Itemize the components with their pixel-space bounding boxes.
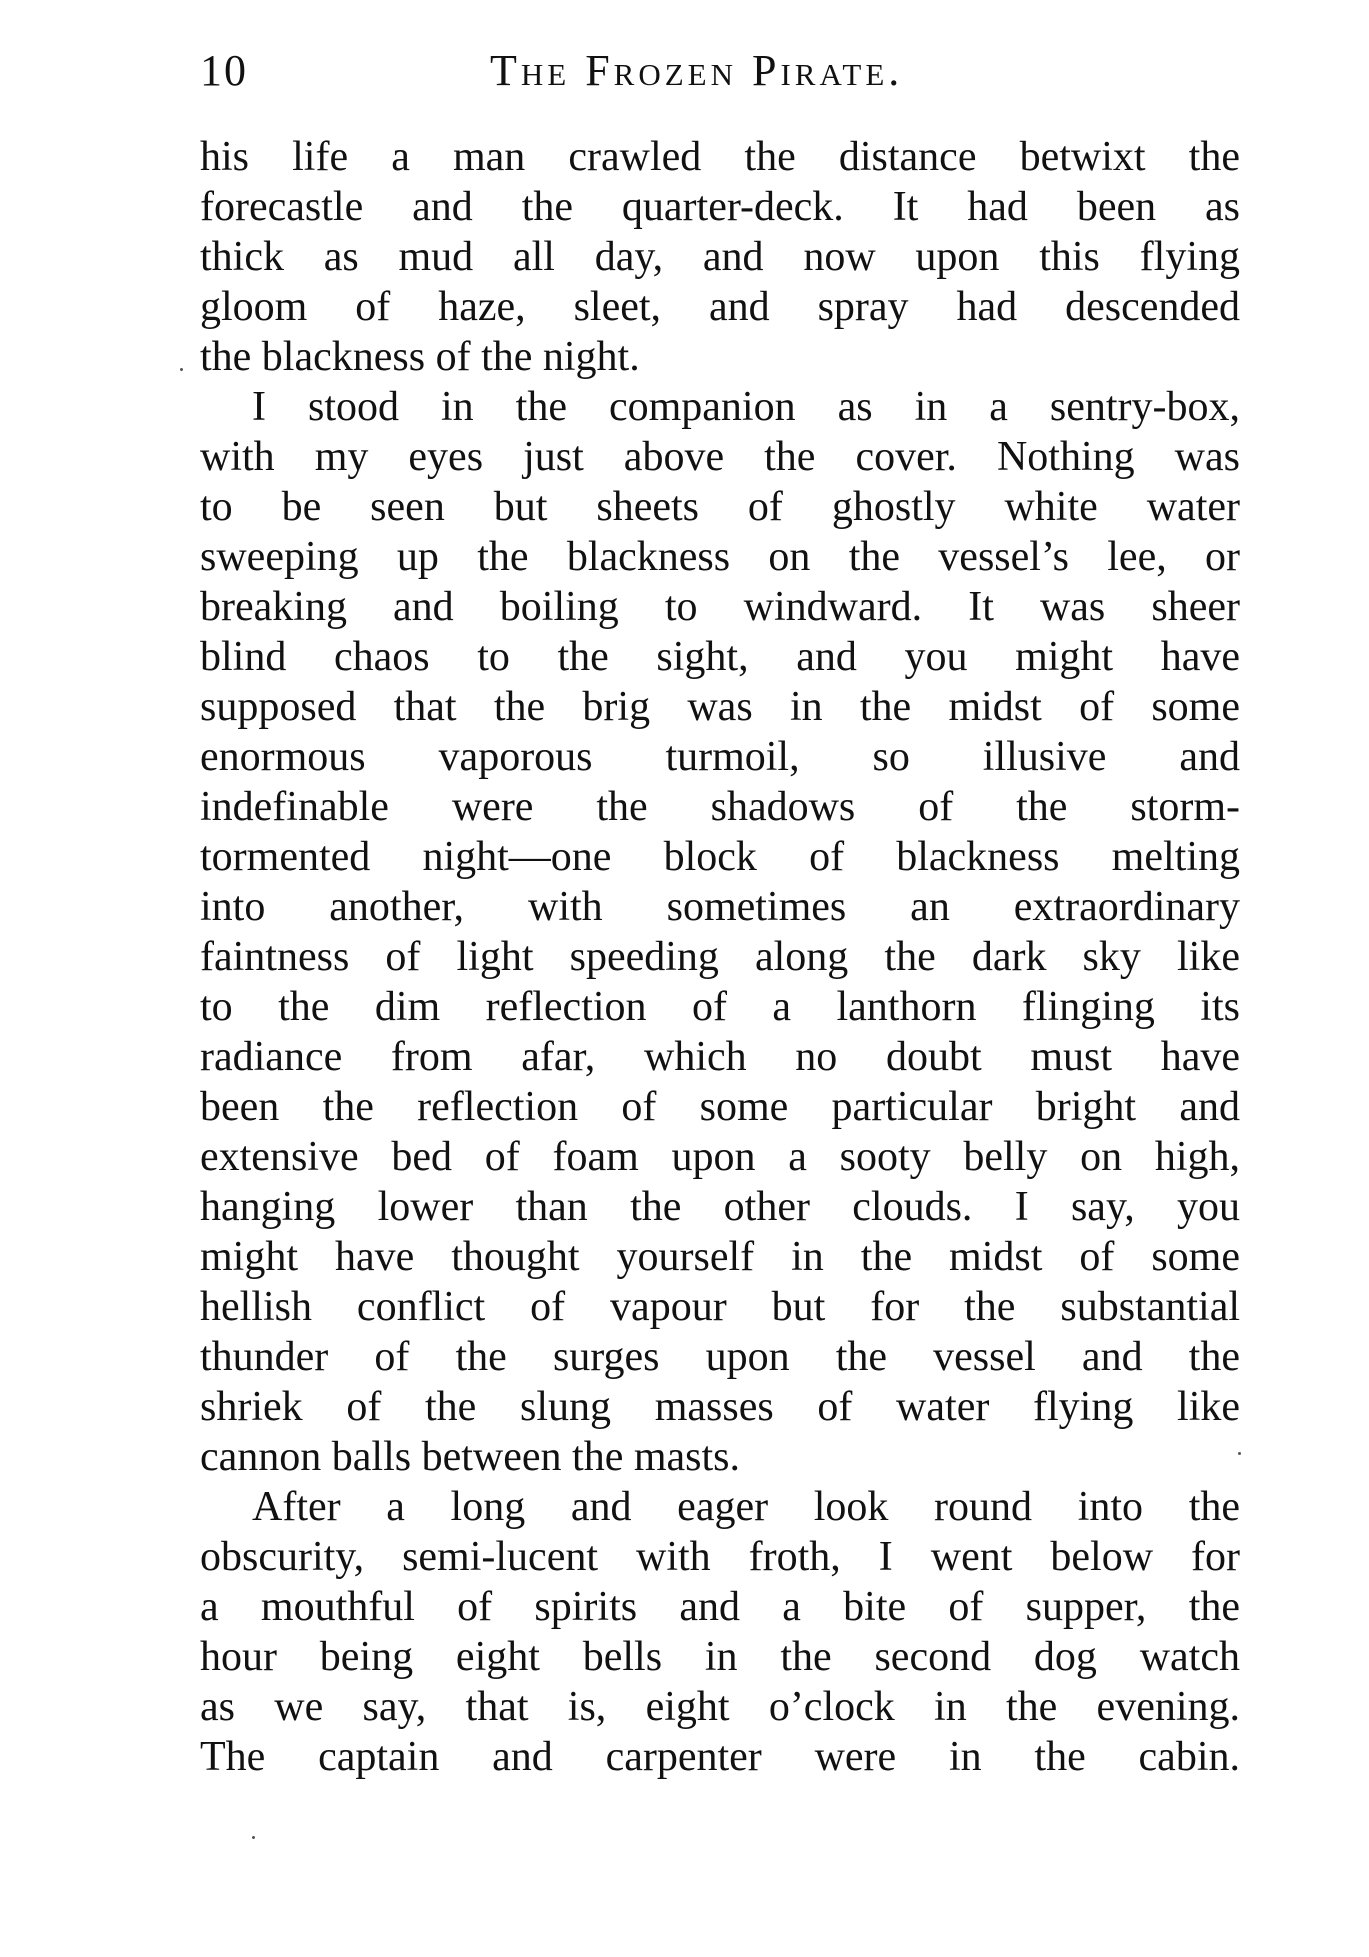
text-line: indefinable were the shadows of the storm- [200, 784, 1240, 830]
running-title: The Frozen Pirate. [490, 46, 904, 95]
page-number: 10 [200, 46, 248, 95]
text-line: hour being eight bells in the second dog watch [200, 1634, 1240, 1680]
text-line: with my eyes just above the cover. Nothing was [200, 434, 1240, 480]
page-header [200, 36, 1240, 106]
text-line: as we say, that is, eight o’clock in the evening. [200, 1684, 1240, 1730]
text-line: tormented night—one block of blackness melting [200, 834, 1240, 880]
text-line: might have thought yourself in the midst of some [200, 1234, 1240, 1280]
text-line: a mouthful of spirits and a bite of supper, the [200, 1584, 1240, 1630]
text-line: shriek of the slung masses of water flying like [200, 1384, 1240, 1430]
text-line: hellish conflict of vapour but for the substantial [200, 1284, 1240, 1330]
text-line: After a long and eager look round into the [252, 1484, 1240, 1530]
text-line: faintness of light speeding along the dark sky like [200, 934, 1240, 980]
text-line: I stood in the companion as in a sentry-box, [252, 384, 1240, 430]
paper-speck [1238, 1452, 1241, 1455]
text-line: cannon balls between the masts. [200, 1434, 741, 1480]
text-line: obscurity, semi-lucent with froth, I went below for [200, 1534, 1240, 1580]
text-line: to the dim reflection of a lanthorn flinging its [200, 984, 1240, 1030]
paper-speck [180, 368, 183, 371]
text-line: supposed that the brig was in the midst of some [200, 684, 1240, 730]
text-line: sweeping up the blackness on the vessel’s lee, or [200, 534, 1240, 580]
text-line: radiance from afar, which no doubt must have [200, 1034, 1240, 1080]
text-line: gloom of haze, sleet, and spray had descended [200, 284, 1240, 330]
text-line: breaking and boiling to windward. It was sheer [200, 584, 1240, 630]
text-line: thunder of the surges upon the vessel and the [200, 1334, 1240, 1380]
text-line: been the reflection of some particular bright and [200, 1084, 1240, 1130]
text-line: into another, with sometimes an extraordinary [200, 884, 1240, 930]
text-line: the blackness of the night. [200, 334, 640, 380]
paper-speck [252, 1836, 255, 1839]
text-line: forecastle and the quarter-deck. It had been as [200, 184, 1240, 230]
text-line: to be seen but sheets of ghostly white water [200, 484, 1240, 530]
text-line: thick as mud all day, and now upon this flying [200, 234, 1240, 280]
text-line: hanging lower than the other clouds. I say, you [200, 1184, 1240, 1230]
text-line: blind chaos to the sight, and you might have [200, 634, 1240, 680]
text-line: enormous vaporous turmoil, so illusive and [200, 734, 1240, 780]
body-text [200, 132, 1240, 1782]
text-line: his life a man crawled the distance betwixt the [200, 134, 1240, 180]
text-line: extensive bed of foam upon a sooty belly on high, [200, 1134, 1240, 1180]
text-line: The captain and carpenter were in the cabin. [200, 1734, 1240, 1780]
